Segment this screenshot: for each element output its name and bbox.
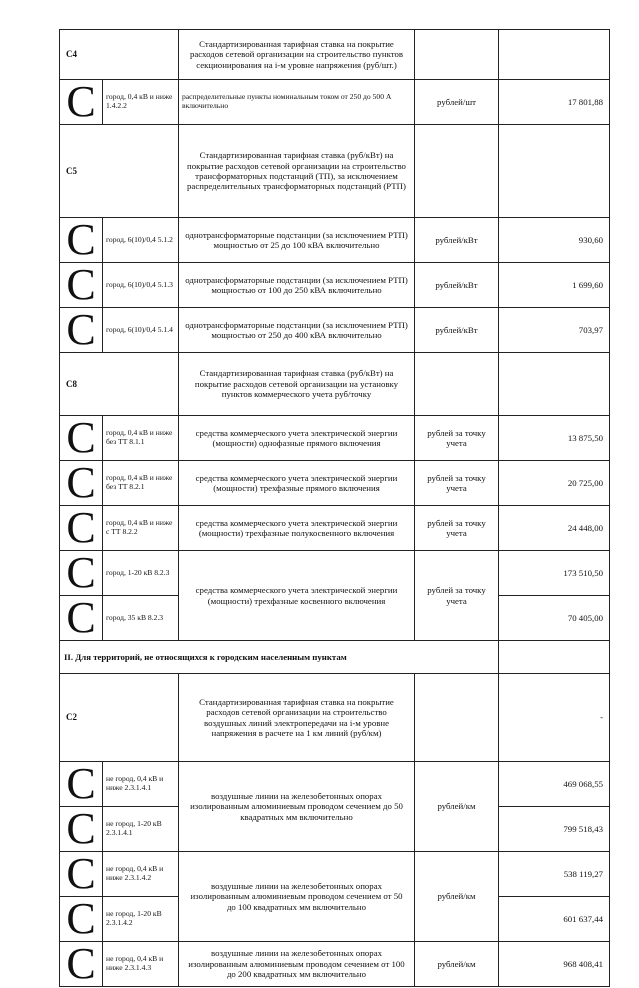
row-code: C8 <box>60 353 179 416</box>
unit-cell: рублей/км <box>415 762 499 852</box>
item-description: средства коммерческого учета электрической энергии (мощности) трехфазные косвенного включения <box>179 551 415 641</box>
tariff-table <box>59 29 610 987</box>
unit-cell: рублей/кВт <box>415 308 499 353</box>
rate-letter: C <box>60 897 103 942</box>
unit-cell: рублей за точку учета <box>415 461 499 506</box>
location-cell: город, 0,4 кВ и ниже без ТТ 8.2.1 <box>103 461 179 506</box>
rate-letter: C <box>60 852 103 897</box>
table-row <box>60 218 610 263</box>
value-cell: 173 510,50 <box>499 551 610 596</box>
value-cell: 968 408,41 <box>499 942 610 987</box>
rate-letter: C <box>60 762 103 807</box>
item-description: воздушные линии на железобетонных опорах изолированным алюминиевым проводом сечением от 100 до 200 квадратных мм включительно <box>179 942 415 987</box>
location-cell: город, 35 кВ 8.2.3 <box>103 596 179 641</box>
table-row <box>60 416 610 461</box>
rate-letter: C <box>60 942 103 987</box>
item-description: распределительные пункты номинальным током от 250 до 500 А включительно <box>179 80 415 125</box>
item-description: однотрансформаторные подстанции (за исключением РТП) мощностью от 25 до 100 кВА включительно <box>179 218 415 263</box>
value-cell: 703,97 <box>499 308 610 353</box>
value-cell: 13 875,50 <box>499 416 610 461</box>
value-cell: 17 801,88 <box>499 80 610 125</box>
table-row <box>60 551 610 596</box>
location-cell: город, 6(10)/0,4 5.1.3 <box>103 263 179 308</box>
value-cell: 1 699,60 <box>499 263 610 308</box>
rate-letter: C <box>60 461 103 506</box>
value-cell: 20 725,00 <box>499 461 610 506</box>
rate-letter: C <box>60 506 103 551</box>
unit-cell: рублей за точку учета <box>415 506 499 551</box>
rate-letter: C <box>60 551 103 596</box>
item-description: однотрансформаторные подстанции (за исключением РТП) мощностью от 100 до 250 кВА включительно <box>179 263 415 308</box>
table-row <box>60 762 610 807</box>
table-row <box>60 852 610 897</box>
row-description: Стандартизированная тарифная ставка на покрытие расходов сетевой организации на строительство пунктов секционирования на i-м уровне напряжения (руб/шт.) <box>179 30 415 80</box>
row-code: C4 <box>60 30 179 80</box>
table-row <box>60 80 610 125</box>
item-description: средства коммерческого учета электрической энергии (мощности) трехфазные полукосвенного включения <box>179 506 415 551</box>
row-description: Стандартизированная тарифная ставка на покрытие расходов сетевой организации на строительство воздушных линий электропередачи на i-м уровне напряжения в расчете на 1 км линий (руб/км) <box>179 674 415 762</box>
unit-cell: рублей/шт <box>415 80 499 125</box>
section-heading: II. Для территорий, не относящихся к городским населенным пунктам <box>60 641 499 674</box>
row-description: Стандартизированная тарифная ставка (руб/кВт) на покрытие расходов сетевой организации на установку пунктов коммерческого учета руб/точку <box>179 353 415 416</box>
unit-cell: рублей за точку учета <box>415 551 499 641</box>
location-cell: не город, 0,4 кВ и ниже 2.3.1.4.3 <box>103 942 179 987</box>
location-cell: не город, 1-20 кВ 2.3.1.4.2 <box>103 897 179 942</box>
value-cell: 601 637,44 <box>499 897 610 942</box>
location-cell: город, 0,4 кВ и ниже без ТТ 8.1.1 <box>103 416 179 461</box>
item-description: средства коммерческого учета электрической энергии (мощности) однофазные прямого включения <box>179 416 415 461</box>
unit-cell: рублей/кВт <box>415 263 499 308</box>
value-cell: 70 405,00 <box>499 596 610 641</box>
row-code: C2 <box>60 674 179 762</box>
unit-cell: рублей/кВт <box>415 218 499 263</box>
value-cell: - <box>499 674 610 762</box>
value-cell: 799 518,43 <box>499 807 610 852</box>
table-row <box>60 506 610 551</box>
rate-letter: C <box>60 308 103 353</box>
unit-cell: рублей/км <box>415 852 499 942</box>
table-row <box>60 30 610 80</box>
table-row <box>60 674 610 762</box>
location-cell: город, 0,4 кВ и ниже с ТТ 8.2.2 <box>103 506 179 551</box>
table-row <box>60 641 610 674</box>
unit-cell: рублей за точку учета <box>415 416 499 461</box>
rate-letter: C <box>60 416 103 461</box>
table-row <box>60 125 610 218</box>
location-cell: город, 6(10)/0,4 5.1.4 <box>103 308 179 353</box>
row-code: C5 <box>60 125 179 218</box>
location-cell: город, 1-20 кВ 8.2.3 <box>103 551 179 596</box>
table-row <box>60 942 610 987</box>
table-row <box>60 308 610 353</box>
location-cell: не город, 0,4 кВ и ниже 2.3.1.4.1 <box>103 762 179 807</box>
value-cell: 930,60 <box>499 218 610 263</box>
value-cell: 24 448,00 <box>499 506 610 551</box>
value-cell: 538 119,27 <box>499 852 610 897</box>
table-row <box>60 263 610 308</box>
location-cell: город, 6(10)/0,4 5.1.2 <box>103 218 179 263</box>
location-cell: не город, 0,4 кВ и ниже 2.3.1.4.2 <box>103 852 179 897</box>
item-description: воздушные линии на железобетонных опорах изолированным алюминиевым проводом сечением до 50 квадратных мм включительно <box>179 762 415 852</box>
location-cell: не город, 1-20 кВ 2.3.1.4.1 <box>103 807 179 852</box>
unit-cell: рублей/км <box>415 942 499 987</box>
rate-letter: C <box>60 80 103 125</box>
location-cell: город, 0,4 кВ и ниже 1.4.2.2 <box>103 80 179 125</box>
rate-letter: C <box>60 218 103 263</box>
rate-letter: C <box>60 807 103 852</box>
item-description: однотрансформаторные подстанции (за исключением РТП) мощностью от 250 до 400 кВА включительно <box>179 308 415 353</box>
item-description: воздушные линии на железобетонных опорах изолированным алюминиевым проводом сечением от 50 до 100 квадратных мм включительно <box>179 852 415 942</box>
item-description: средства коммерческого учета электрической энергии (мощности) трехфазные прямого включения <box>179 461 415 506</box>
rate-letter: C <box>60 596 103 641</box>
value-cell: 469 068,55 <box>499 762 610 807</box>
table-row <box>60 353 610 416</box>
row-description: Стандартизированная тарифная ставка (руб/кВт) на покрытие расходов сетевой организации на строительство трансформаторных подстанций (ТП), за исключением распределительных трансформаторных подстанций (РТП) <box>179 125 415 218</box>
rate-letter: C <box>60 263 103 308</box>
table-row <box>60 461 610 506</box>
